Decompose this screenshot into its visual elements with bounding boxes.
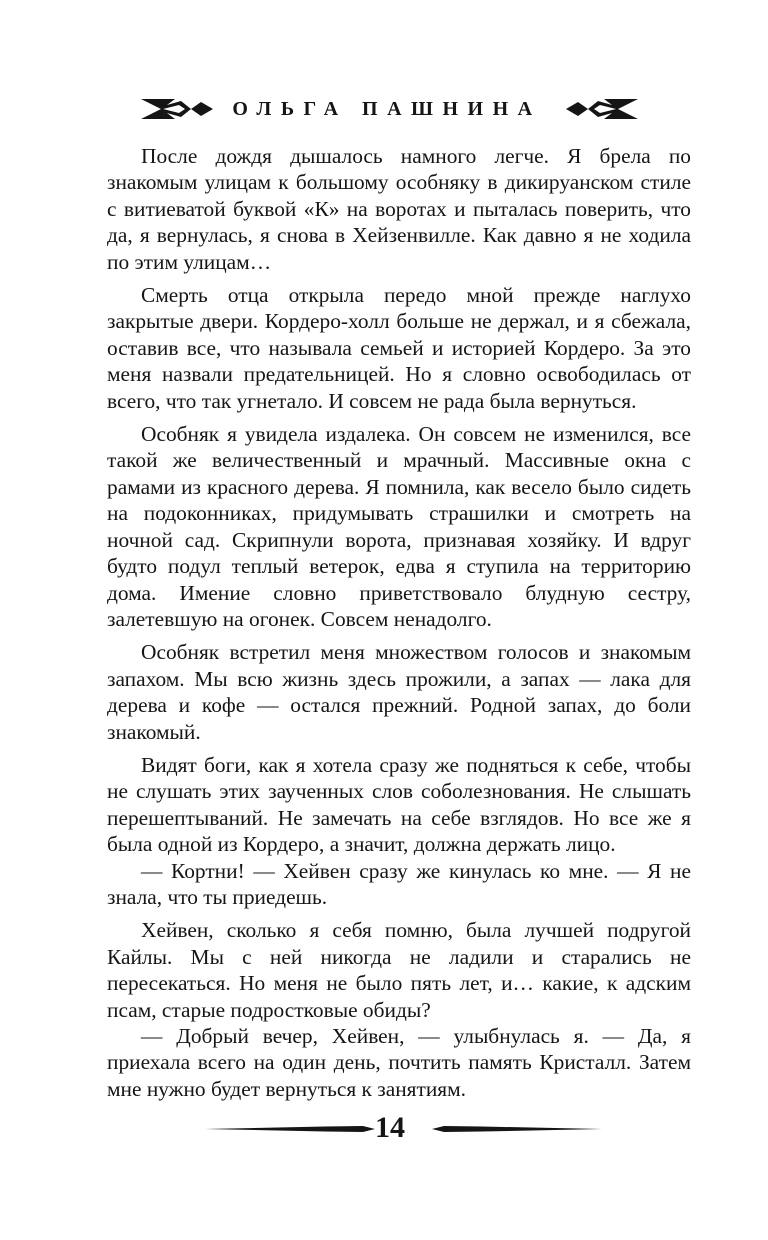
paragraph: Особняк встретил меня множеством голосов и знакомым запахом. Мы всю жизнь здесь прожили, а запах — лака для дерева и кофе — остался прежний. Родной запах, до боли знакомый. [107,640,691,744]
page-footer [0,1108,768,1148]
paragraph: Видят боги, как я хотела сразу же подняться к себе, чтобы не слушать этих заученных слов соболезнования. Не слышать перешептываний. Не замечать на себе взглядов. Но все же я была одной из Кордеро, а значит, должна держать лицо. [107,752,691,857]
running-header [0,94,768,128]
paragraph: Хейвен, сколько я себя помню, была лучшей подругой Кайлы. Мы с ней никогда не ладили и старались не пересекаться. Но меня не было пять лет, и… какие, к адским псам, старые подростковые обиды? [107,918,691,1022]
dialogue-line: — Кортни! — Хейвен сразу же кинулась ко мне. — Я не знала, что ты приедешь. [107,858,691,909]
right-rule-ornament-icon [432,1123,602,1135]
page-number: 14 [375,1111,405,1144]
right-ornament-icon [566,98,638,120]
dialogue-line: — Добрый вечер, Хейвен, — улыбнулась я. — Да, я приехала всего на один день, почтить память Кристалл. Затем мне нужно будет вернуться к занятиям. [107,1024,691,1101]
paragraph: Смерть отца открыла передо мной прежде наглухо закрытые двери. Кордеро-холл больше не держал, и я сбежала, оставив все, что называла семьей и историей Кордеро. За это меня назвали предательницей. Но я словно освободилась от всего, что так угнетало. И совсем не рада была вернуться. [107,283,691,413]
paragraph: После дождя дышалось намного легче. Я брела по знакомым улицам к большому особняку в дикируанском стиле с витиеватой буквой «К» на воротах и пыталась поверить, что да, я вернулась, я снова в Хейзенвилле. Как давно я не ходила по этим улицам… [107,144,691,274]
author-name: ОЛЬГА ПАШНИНА [232,98,542,120]
body-text [107,143,691,1102]
paragraph: Особняк я увидела издалека. Он совсем не изменился, все такой же величественный и мрачный. Массивные окна с рамами из красного дерева. Я помнила, как весело было сидеть на подоконниках, придумывать страшилки и смотреть на ночной сад. Скрипнули ворота, признавая хозяйку. И вдруг будто подул теплый ветерок, едва я ступила на территорию дома. Имение словно приветствовало блудную сестру, залетевшую на огонек. Совсем ненадолго. [107,422,691,631]
